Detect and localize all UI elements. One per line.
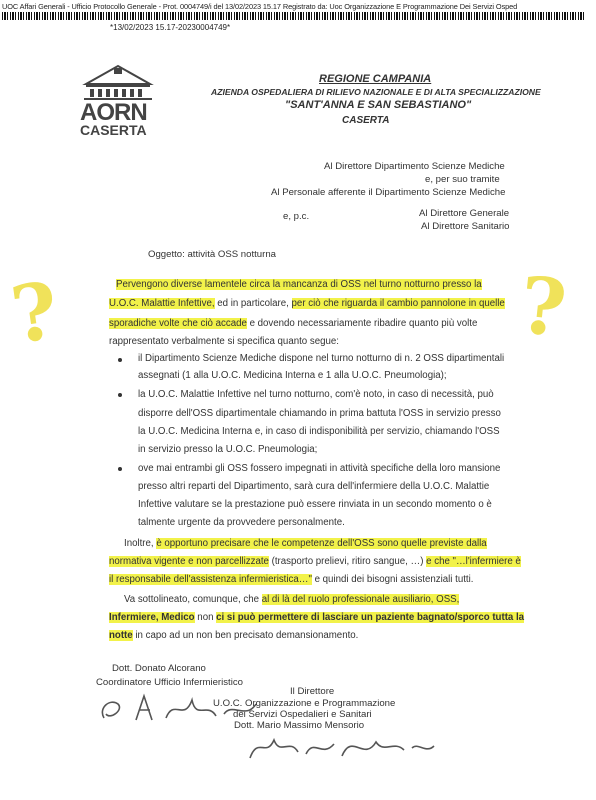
bullet-3-line-4: talmente urgente da provvedere personalmente. — [138, 517, 345, 528]
signatory-2-title: Il Direttore — [290, 686, 335, 697]
handwritten-signature-2 — [244, 728, 444, 768]
handwritten-question-mark-right: ? — [515, 259, 571, 356]
bullet-3-line-3: Infettive valutare se la prestazione può essere rinviata in un secondo momento o è — [138, 499, 492, 510]
p2-line-2-part-1: normativa vigente e non parcellizzate — [109, 556, 269, 567]
header-region: REGIONE CAMPANIA — [319, 73, 432, 85]
bullet-dot — [118, 393, 122, 397]
bullet-1-line-1: il Dipartimento Scienze Mediche dispone nel turno notturno di n. 2 OSS dipartimentali — [138, 353, 505, 364]
letter-subject: Oggetto: attività OSS notturna — [148, 249, 276, 260]
signatory-2-name: Dott. Mario Massimo Mensorio — [234, 720, 365, 731]
header-azienda: AZIENDA OSPEDALIERA DI RILIEVO NAZIONALE E DI ALTA SPECIALIZZAZIONE — [211, 87, 541, 97]
bullet-1-line-2: assegnati (1 alla U.O.C. Medicina Interna e 1 alla U.O.C. Pneumologia); — [138, 370, 447, 381]
signatory-1-role: Coordinatore Ufficio Infermieristico — [96, 677, 243, 688]
p2-line-2-part-2: (trasporto prelievi, ritiro sangue, …) — [268, 556, 427, 567]
p1-line-2-part-3: per ciò che riguarda il cambio pannolone in quelle — [291, 298, 505, 309]
p2-line-1-part-1: Inoltre, — [124, 538, 157, 549]
hospital-logo — [78, 62, 158, 142]
logo-text-caserta: CASERTA — [80, 122, 147, 138]
p1-line-2-part-2: ed in particolare, — [214, 298, 292, 309]
protocol-stamp: *13/02/2023 15.17-20230004749* — [110, 23, 231, 32]
bullet-2-line-2: disporre dell'OSS dipartimentale chiamando in prima battuta l'OSS in servizio presso — [138, 408, 501, 419]
p3-line-1-part-1: Va sottolineato, comunque, che — [124, 594, 262, 605]
p3-line-2-part-2: non — [194, 612, 217, 623]
p1-line-3-part-2: e dovendo necessariamente ribadire quanto più volte — [246, 318, 478, 329]
addressee-line-5: Al Direttore Sanitario — [421, 221, 510, 232]
protocol-registration-line: UOC Affari Generali - Ufficio Protocollo Generale - Prot. 0004749/i del 13/02/2023 15.17 Registrato da: Uoc Organizzazione E Programmazione Dei Servizi Osped — [2, 2, 518, 11]
bullet-3-line-1: ove mai entrambi gli OSS fossero impegnati in attività specifiche della loro mansione — [138, 463, 501, 474]
p3-line-2-part-3: ci si può permettere di lasciare un paziente bagnato/sporco tutta la — [216, 612, 525, 623]
bullet-2-line-4: in servizio presso la U.O.C. Pneumologia; — [138, 444, 318, 455]
p1-line-4: rappresentato verbalmente si specifica quanto segue: — [109, 336, 339, 347]
addressee-line-3: Al Personale afferente il Dipartimento Scienze Mediche — [271, 187, 506, 198]
p2-line-3-part-2: e quindi dei bisogni assistenziali tutti. — [311, 574, 474, 585]
bullet-2-line-3: la U.O.C. Medicina Interna e, in caso di indisponibilità per servizio, chiamando l'OSS — [138, 426, 500, 437]
p3-line-1-part-2: al di là del ruolo professionale ausiliario, OSS, — [261, 594, 460, 605]
p3-line-3-part-2: in capo ad un non ben precisato demansionamento. — [132, 630, 359, 641]
bullet-2-line-1: la U.O.C. Malattie Infettive nel turno notturno, com'è noto, in caso di necessità, può — [138, 389, 494, 400]
p1-line-1: Pervengono diverse lamentele circa la mancanza di OSS nel turno notturno presso la — [116, 279, 482, 290]
barcode — [2, 12, 586, 20]
bullet-dot — [118, 358, 122, 362]
bullet-3-line-2: presso altri reparti del Dipartimento, sarà cura dell'infermiere della U.O.C. Malattie — [138, 481, 490, 492]
logo-text-aorn: AORN — [80, 99, 147, 126]
p2-line-3-part-1: il responsabile dell'assistenza infermieristica…" — [109, 574, 312, 585]
header-hospital-name: "SANT'ANNA E SAN SEBASTIANO" — [285, 99, 472, 111]
bullet-dot — [118, 467, 122, 471]
p2-line-2-part-3: e che "…l'infermiere è — [426, 556, 521, 567]
p1-line-2-part-1: U.O.C. Malattie Infettive, — [109, 298, 215, 309]
p2-line-1-part-2: è opportuno precisare che le competenze dell'OSS sono quelle previste dalla — [156, 538, 487, 549]
p3-line-3-part-1: notte — [109, 630, 133, 641]
p3-line-2-part-1: Infermiere, Medico — [109, 612, 195, 623]
addressee-line-2: e, per suo tramite — [425, 174, 500, 185]
addressee-line-1: Al Direttore Dipartimento Scienze Mediche — [324, 161, 505, 172]
signatory-1-name: Dott. Donato Alcorano — [112, 663, 206, 674]
signatory-2-unit-2: dei Servizi Ospedalieri e Sanitari — [233, 709, 372, 720]
header-city: CASERTA — [342, 115, 390, 126]
handwritten-question-mark-left: ? — [5, 265, 64, 362]
addressee-line-4: Al Direttore Generale — [419, 208, 510, 219]
signatory-2-unit-1: U.O.C. Organizzazione e Programmazione — [213, 698, 396, 709]
addressee-pc: e, p.c. — [283, 211, 310, 222]
p1-line-3-part-1: sporadiche volte che ciò accade — [109, 318, 247, 329]
